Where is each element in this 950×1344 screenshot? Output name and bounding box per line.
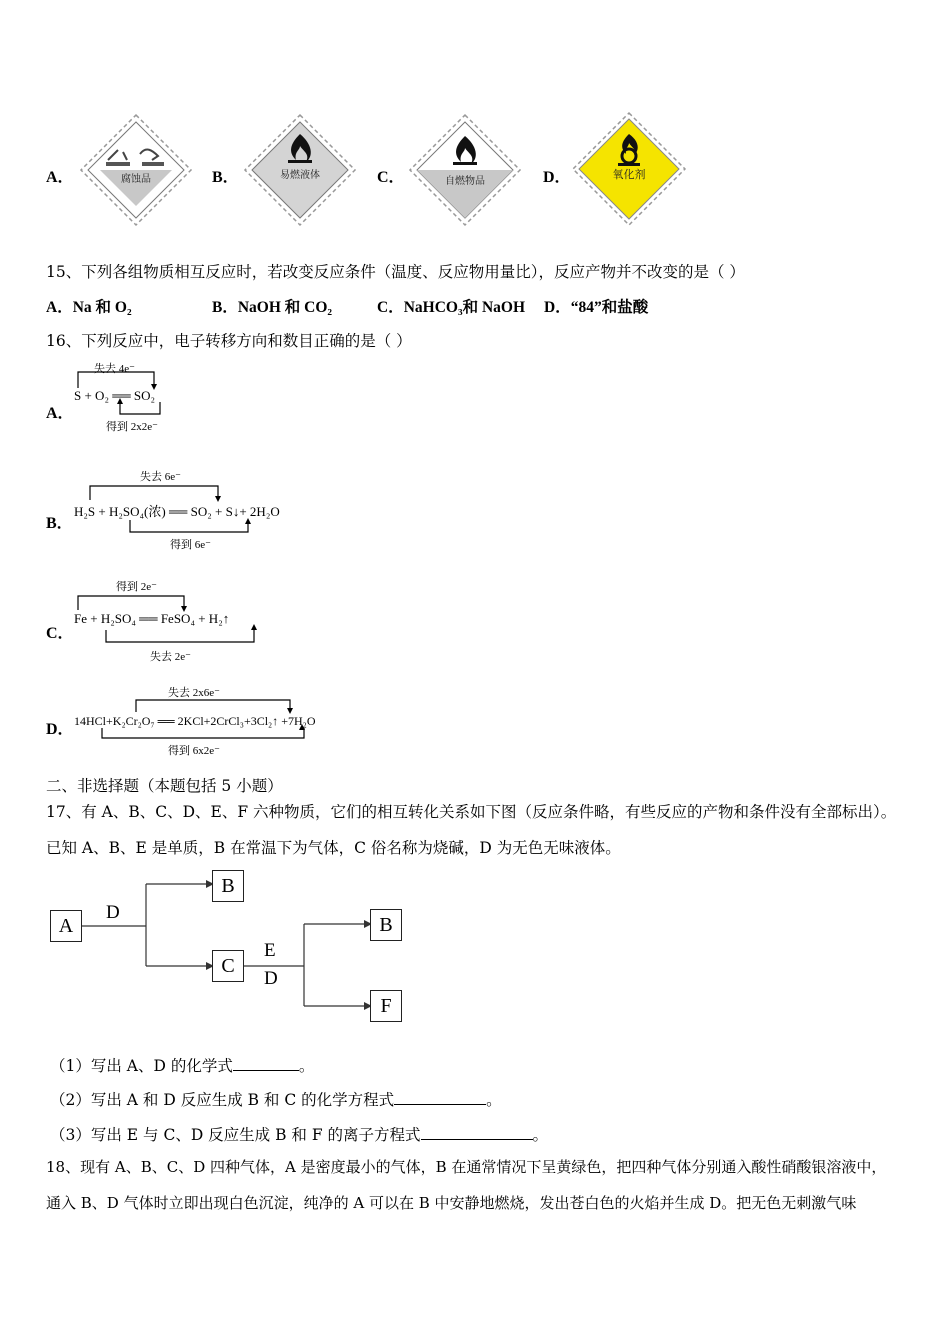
q16-stem: 16、下列反应中，电子转移方向和数目正确的是（ ） — [46, 332, 412, 350]
q16-a-equation: S + O₂ ══ SO₂ — [74, 388, 156, 403]
option-a-label: A． — [46, 169, 74, 186]
sign-text: 氧化剂 — [612, 168, 646, 181]
reagent-e-label: E — [264, 940, 276, 961]
q16-option-d-label: D． — [46, 721, 74, 738]
q17-sub1-text: （1）写出 A、D 的化学式 — [50, 1057, 233, 1075]
answer-blank[interactable] — [421, 1125, 533, 1140]
electron-gained-label: 得到 2x2e⁻ — [106, 421, 158, 433]
reagent-d-label: D — [106, 902, 120, 923]
q17-stem-line2: 已知 A、B、E 是单质，B 在常温下为气体，C 俗名称为烧碱，D 为无色无味液体。 — [46, 839, 621, 857]
node-c: C — [212, 950, 244, 982]
q16-d-equation: 14HCl+K₂Cr₂O₇ ══ 2KCl+2CrCl₃+3Cl₂↑ +7H₂O — [74, 714, 316, 728]
q15-stem: 15、下列各组物质相互反应时，若改变反应条件（温度、反应物用量比），反应产物并不改变的是（ ） — [46, 263, 745, 281]
q16-option-a-label: A． — [46, 405, 74, 422]
q17-sub2 — [50, 1088, 502, 1110]
q16-option-a-diagram — [72, 360, 192, 432]
node-b-top: B — [212, 870, 244, 902]
flammable-liquid-sign-icon — [242, 112, 358, 228]
q15-option-b: B．NaOH 和 CO₂ — [212, 299, 333, 316]
q16-option-c-diagram — [72, 578, 282, 664]
electron-gained-label: 得到 6e⁻ — [170, 539, 211, 551]
q15-option-d: D．“84”和盐酸 — [544, 299, 649, 316]
period: 。 — [532, 1126, 549, 1144]
q15-option-a: A．Na 和 O₂ — [46, 299, 132, 316]
electron-gained-label: 得到 2e⁻ — [116, 581, 157, 593]
q16-option-b-label: B． — [46, 515, 73, 532]
q16-b-equation: H₂S + H₂SO₄(浓) ══ SO₂ + S↓+ 2H₂O — [74, 504, 280, 519]
answer-blank[interactable] — [394, 1090, 486, 1105]
option-b-label: B． — [212, 169, 239, 186]
electron-gained-label: 得到 6x2e⁻ — [168, 745, 220, 757]
q17-sub1 — [50, 1054, 314, 1076]
q17-sub3 — [50, 1123, 548, 1145]
sign-text: 易燃液体 — [280, 170, 320, 181]
node-a: A — [50, 910, 82, 942]
q17-sub2-text: （2）写出 A 和 D 反应生成 B 和 C 的化学方程式 — [50, 1091, 395, 1109]
period: 。 — [486, 1091, 502, 1109]
q17-sub3-text: （3）写出 E 与 C、D 反应生成 B 和 F 的离子方程式 — [50, 1126, 421, 1144]
oxidizer-sign-icon — [570, 110, 688, 228]
q17-stem-line1: 17、有 A、B、C、D、E、F 六种物质，它们的相互转化关系如下图（反应条件略，有些反应的产物和条件没有全部标出）。 — [46, 803, 897, 821]
q16-option-b-diagram — [72, 468, 322, 552]
section-heading: 二、非选择题（本题包括 5 小题） — [46, 777, 283, 795]
q16-c-equation: Fe + H₂SO₄ ══ FeSO₄ + H₂↑ — [74, 611, 230, 626]
electron-lost-label: 失去 2e⁻ — [150, 651, 191, 663]
sign-text: 自燃物品 — [445, 176, 485, 187]
q18-line2: 通入 B、D 气体时立即出现白色沉淀，纯净的 A 可以在 B 中安静地燃烧，发出苍白色的火焰并生成 D。把无色无刺激气味 — [46, 1194, 857, 1212]
electron-lost-label: 失去 6e⁻ — [140, 471, 181, 483]
corrosive-sign-icon — [78, 112, 194, 228]
electron-lost-label: 失去 2x6e⁻ — [168, 687, 220, 699]
q18-line1: 18、现有 A、B、C、D 四种气体，A 是密度最小的气体，B 在通常情况下呈黄绿色，把四种气体分别通入酸性硝酸银溶液中， — [46, 1158, 887, 1176]
spontaneous-combustion-sign-icon — [407, 112, 523, 228]
node-f: F — [370, 990, 402, 1022]
option-d-label: D． — [543, 169, 571, 186]
sign-text: 腐蚀品 — [121, 174, 151, 185]
electron-lost-label: 失去 4e⁻ — [94, 363, 135, 375]
q16-option-c-label: C． — [46, 625, 74, 642]
answer-blank[interactable] — [233, 1056, 299, 1071]
q17-reaction-diagram — [46, 868, 416, 1028]
q15-option-c: C．NaHCO₃和 NaOH — [377, 299, 526, 316]
option-c-label: C． — [377, 169, 405, 186]
q16-option-d-diagram — [72, 684, 362, 756]
reagent-d-label-2: D — [264, 968, 278, 989]
period: 。 — [298, 1057, 315, 1075]
node-b-right: B — [370, 909, 402, 941]
